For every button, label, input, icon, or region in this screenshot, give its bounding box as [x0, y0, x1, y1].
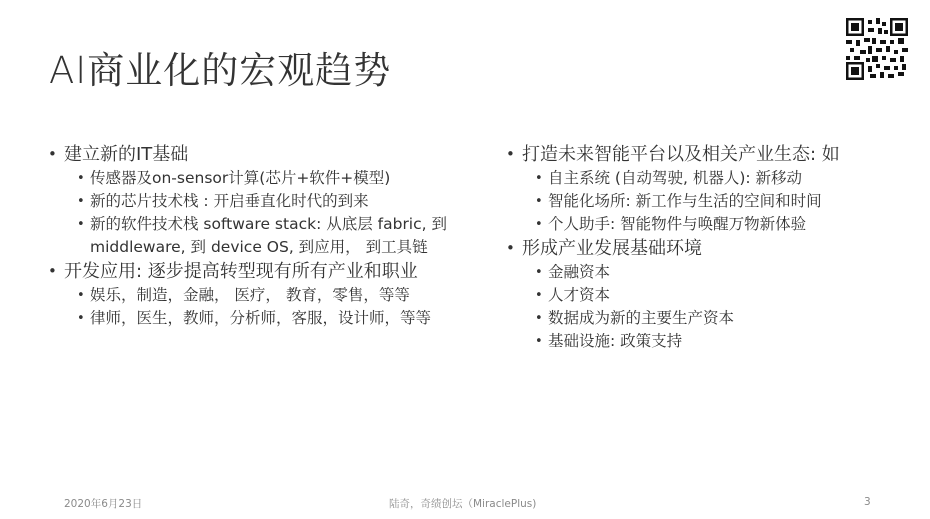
bullet-dot-icon: •: [506, 239, 515, 257]
qr-code-icon: [846, 18, 908, 80]
bullet-text: 智能化场所: 新工作与生活的空间和时间: [548, 192, 822, 210]
bullet-level2-continuation: [47, 236, 487, 259]
bullet-dot-icon: •: [506, 145, 515, 163]
slide-title: AI商业化的宏观趋势: [49, 49, 392, 92]
bullet-text: 律师，医生，教师，分析师，客服，设计师，等等: [90, 309, 432, 327]
bullet-level2: [47, 190, 487, 213]
bullet-text: 传感器及on-sensor计算(芯片+软件+模型): [90, 169, 391, 187]
bullet-dot-icon: •: [535, 171, 543, 186]
bullet-level2: [505, 261, 905, 284]
page-number: 3: [864, 496, 871, 508]
bullet-level1: [505, 236, 905, 261]
bullet-dot-icon: •: [48, 145, 57, 163]
bullet-dot-icon: •: [77, 217, 85, 232]
bullet-text: 数据成为新的主要生产资本: [548, 309, 735, 327]
bullet-text: 娱乐，制造，金融， 医疗， 教育，零售，等等: [90, 286, 410, 304]
bullet-level2: [47, 307, 487, 330]
bullet-dot-icon: •: [535, 217, 543, 232]
bullet-level2: [47, 167, 487, 190]
bullet-level1: [47, 259, 487, 284]
bullet-text: 基础设施: 政策支持: [548, 332, 683, 350]
footer-date: 2020年6月23日: [64, 498, 143, 510]
bullet-dot-icon: •: [77, 194, 85, 209]
bullet-level2: [505, 190, 905, 213]
bullet-dot-icon: •: [535, 265, 543, 280]
bullet-dot-icon: •: [48, 262, 57, 280]
right-column: [505, 142, 905, 353]
bullet-level2: [505, 307, 905, 330]
bullet-text: middleware, 到 device OS, 到应用， 到工具链: [90, 238, 428, 256]
bullet-text: 新的软件技术栈 software stack: 从底层 fabric, 到: [90, 215, 447, 233]
bullet-level2: [47, 284, 487, 307]
bullet-text: 个人助手: 智能物件与唤醒万物新体验: [548, 215, 807, 233]
bullet-level2: [505, 167, 905, 190]
bullet-level1: [505, 142, 905, 167]
bullet-level2: [47, 213, 487, 236]
bullet-dot-icon: •: [535, 194, 543, 209]
footer-author: 陆奇，奇绩创坛（MiraclePlus): [389, 498, 537, 510]
left-column: [47, 142, 487, 330]
bullet-text: 建立新的IT基础: [64, 144, 189, 165]
bullet-dot-icon: •: [535, 334, 543, 349]
bullet-dot-icon: •: [535, 311, 543, 326]
bullet-level2: [505, 213, 905, 236]
bullet-text: 打造未来智能平台以及相关产业生态: 如: [522, 144, 840, 165]
bullet-dot-icon: •: [77, 288, 85, 303]
bullet-level2: [505, 330, 905, 353]
bullet-level2: [505, 284, 905, 307]
bullet-dot-icon: •: [77, 171, 85, 186]
bullet-text: 人才资本: [548, 286, 611, 304]
bullet-dot-icon: •: [77, 311, 85, 326]
bullet-dot-icon: •: [535, 288, 543, 303]
bullet-level1: [47, 142, 487, 167]
bullet-text: 开发应用: 逐步提高转型现有所有产业和职业: [64, 261, 418, 282]
bullet-text: 自主系统 (自动驾驶, 机器人): 新移动: [548, 169, 803, 187]
bullet-text: 形成产业发展基础环境: [522, 238, 702, 259]
bullet-text: 金融资本: [548, 263, 611, 281]
bullet-text: 新的芯片技术栈 : 开启垂直化时代的到来: [90, 192, 369, 210]
